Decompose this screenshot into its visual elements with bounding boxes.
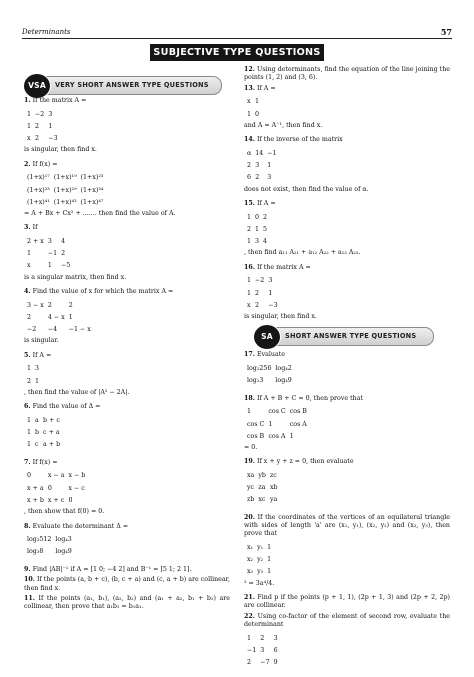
question-5: 5. If A = [24, 351, 52, 359]
question-16: 16. If the matrix A = [244, 263, 311, 271]
question-1: 1. If the matrix A = [24, 97, 87, 104]
question-4: 4. Find the value of x for which the matrix A = [24, 288, 174, 296]
question-11: 11. If the points (a₁, b₁), (a₂, b₂) and (a₁ + a₂, b₁ + b₂) are collinear, then prove that a₁b₁ = b₁a₁. [24, 595, 230, 611]
vsa-title: VERY SHORT ANSWER TYPE QUESTIONS [55, 81, 209, 89]
question-17: 17. Evaluate [244, 351, 285, 359]
question-13: 13. If A = [244, 84, 276, 92]
question-7: 7. If f(x) = [24, 458, 58, 466]
chapter-title: Determinants [22, 28, 71, 36]
right-column: 12. Using determinants, find the equation of the line joining the points (1, 2) and (3, 6). 13. If A = x 1 1 0 and A = A⁻¹, then find x. 14. If the inverse of the matrix α 14 −1 2 3 1 6 2 3 does not exist, then find the value of α. 15. If A = 1 0 2 2 1 5 1 3 4 , then find a₁₁ A₂₁ + a₁₂ A₂₂ + a₁₃ A₂₃. 16. If the matrix A = 1 −2 3 1 2 1 x 2 −3 is singular, then find x. SA SHORT ANSWER TYPE QUESTIONS 17. Evaluate log₂256 log₄2 log₂3 log₄9 18. If A + B + C = 0, then prove that 1 cos C cos B cos C 1 cos A cos B cos A 1 = 0. 19. If x + y + z = 0, then evaluate xa yb zc yc za xb zb xc ya 20. If the coordinates of the vertices of an equilateral triangle with sides of length 'a' are (x₁, y₁), (x₂, y₂) and (x₃, y₃), then prove that x₁ y₁ 1 x₂ y₂ 1 x₃ y₃ 1 ² = 3a⁴/4. 21. Find p if the points (p + 1, 1), (2p + 1, 3) and (2p + 2, 2p) are collinear. 22. Using co-factor of the element of second row, evaluate the determinant 1 2 3 −1 3 6 2 −7 9 [244, 66, 450, 667]
vsa-badge: VSA [23, 73, 51, 99]
section-banner: SUBJECTIVE TYPE QUESTIONS [150, 44, 324, 61]
question-14: 14. If the inverse of the matrix [244, 136, 343, 144]
question-3: 3. If [24, 224, 38, 232]
question-22: 22. Using co-factor of the element of second row, evaluate the determinant [244, 612, 450, 629]
page-number: 57 [440, 27, 452, 37]
sa-badge: SA [253, 324, 281, 350]
header-rule [22, 38, 452, 39]
question-2: 2. If f(x) = [24, 160, 58, 168]
question-6: 6. Find the value of Δ = [24, 403, 101, 411]
sa-heading [254, 327, 434, 346]
question-10: 10. If the points (a, b + c), (b, c + a) and (c, a + b) are collinear, then find x. [24, 576, 230, 592]
question-21: 21. Find p if the points (p + 1, 1), (2p + 1, 3) and (2p + 2, 2p) are collinear. [244, 594, 450, 610]
left-column: 1. If the matrix A = 1 −2 3 1 2 1 x 2 −3 is singular, then find x. 2. If f(x) = (1+x)¹⁷ (1+x)¹⁹ (1+x)²³ (1+x)²³ (1+x)²⁹ (1+x)³⁴ (1+x)⁴¹ (1+x)⁴³ (1+x)⁴⁷ = A + Bx + Cx² + ....... then find the value of A. 3. If 2 + x 3 4 1 −1 2 x 1 −5 is a singular matrix, then find x. 4. Find the value of x for which the matrix A = 3 − x 2 2 2 4 − x 1 −2 −4 −1 − x is singular. 5. If A = 1 3 2 1 , then find the value of |A² − 2A|. 6. Find the value of Δ = 1 a b + c 1 b c + a 1 c a + b 7. If f(x) = 0 x − a x − b x + a 0 x − c x + b x + c 0 , then show that f(0) = 0. 8. Evaluate the determinant Δ = log₃512 log₄3 log₃8 log₄9 9. Find |AB|⁻¹ if A = [1 0; −4 2] and B⁻¹ = [5 1; 2 1]. 10. If the points (a, b + c), (b, c + a) and (c, a + b) are collinear, then find x. 11. If the points (a₁, b₁), (a₂, b₂) and (a₁ + a₂, b₁ + b₂) are collinear, then prove that a₁b₁ = b₁a₁. [24, 97, 230, 611]
question-9: 9. Find |AB|⁻¹ if A = [1 0; −4 2] and B⁻¹ = [5 1; 2 1]. [24, 565, 192, 573]
question-15: 15. If A = [244, 200, 276, 207]
question-20: 20. If the coordinates of the vertices of an equilateral triangle with sides of length 'a' are (x₁, y₁), (x₂, y₂) and (x₃, y₃), then prove that [244, 513, 450, 538]
question-19: 19. If x + y + z = 0, then evaluate [244, 458, 354, 466]
sa-title: SHORT ANSWER TYPE QUESTIONS [285, 332, 417, 341]
vsa-heading [24, 76, 222, 95]
question-8: 8. Evaluate the determinant Δ = [24, 522, 129, 530]
question-18: 18. If A + B + C = 0, then prove that [244, 394, 364, 402]
question-12: 12. Using determinants, find the equation of the line joining the points (1, 2) and (3, 6). [244, 66, 450, 82]
